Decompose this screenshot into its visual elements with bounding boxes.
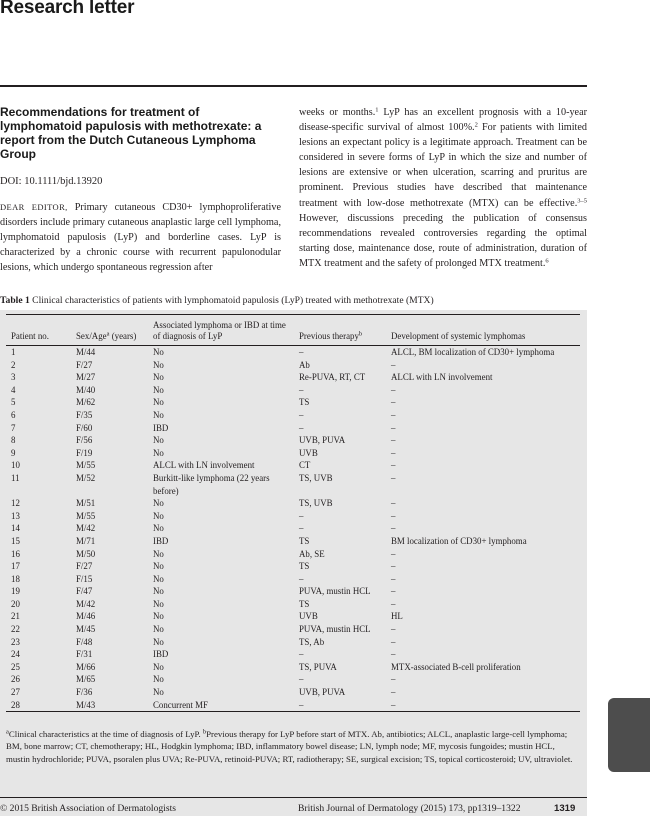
cell-sex-age: F/15: [76, 573, 93, 584]
cell-development: –: [391, 460, 396, 471]
table-body: [6, 346, 580, 711]
cell-sex-age: M/46: [76, 611, 96, 622]
cell-associated: No: [153, 661, 164, 672]
cell-patient-no: 19: [11, 586, 20, 597]
cell-development: –: [391, 384, 396, 395]
right-body-text-4: However, discussions preceding the publication of consensus recommendations revealed controversies regarding the optimal starting dose, maintenance dose, route of administration, duration of MTX treatment and the safety of prolonged MTX treatment.: [299, 212, 587, 269]
cell-sex-age: F/19: [76, 447, 93, 458]
table-row: [6, 472, 580, 497]
cell-sex-age: F/60: [76, 422, 93, 433]
cell-development: –: [391, 359, 396, 370]
cell-previous-therapy: TS, UVB: [299, 498, 333, 509]
cell-previous-therapy: TS: [299, 561, 310, 572]
reference-3: 3–5: [577, 197, 587, 205]
cell-development: –: [391, 397, 396, 408]
cell-previous-therapy: –: [299, 649, 304, 660]
article-doi: DOI: 10.1111/bjd.13920: [0, 176, 103, 187]
cell-associated: No: [153, 611, 164, 622]
right-body-paragraph: [299, 105, 587, 271]
cell-sex-age: F/35: [76, 409, 93, 420]
cell-previous-therapy: UVB, PUVA: [299, 687, 346, 698]
cell-sex-age: M/65: [76, 674, 96, 685]
cell-development: –: [391, 636, 396, 647]
table-row: [6, 447, 580, 460]
cell-patient-no: 22: [11, 624, 20, 635]
cell-development: –: [391, 435, 396, 446]
cell-sex-age: M/62: [76, 397, 96, 408]
cell-previous-therapy: –: [299, 573, 304, 584]
cell-sex-age: M/42: [76, 523, 96, 534]
table-row: [6, 434, 580, 447]
cell-previous-therapy: –: [299, 699, 304, 710]
header-sex-age-sup: a: [106, 330, 110, 338]
cell-development: –: [391, 498, 396, 509]
cell-patient-no: 13: [11, 510, 20, 521]
table-row: [6, 371, 580, 384]
cell-associated: No: [153, 598, 164, 609]
cell-patient-no: 10: [11, 460, 20, 471]
header-previous-label: Previous therapy: [299, 331, 359, 341]
cell-previous-therapy: PUVA, mustin HCL: [299, 624, 371, 635]
cell-sex-age: M/45: [76, 624, 96, 635]
table-row: [6, 673, 580, 686]
cell-previous-therapy: –: [299, 384, 304, 395]
table-row: [6, 497, 580, 510]
cell-sex-age: M/27: [76, 372, 96, 383]
cell-patient-no: 14: [11, 523, 20, 534]
cell-patient-no: 25: [11, 661, 20, 672]
cell-development: ALCL, BM localization of CD30+ lymphoma: [391, 347, 555, 357]
cell-development: –: [391, 674, 396, 685]
header-sex-age-label: Sex/Age: [76, 331, 107, 341]
cell-patient-no: 18: [11, 573, 20, 584]
section-tab-marker: [608, 698, 650, 772]
reference-4: 6: [545, 257, 549, 265]
table-row: [6, 522, 580, 535]
cell-development: –: [391, 561, 396, 572]
header-rule: [0, 85, 587, 87]
table-row: [6, 573, 580, 586]
footer-journal: British Journal of Dermatology (2015) 173, pp1319–1322: [298, 803, 521, 814]
left-body-paragraph: [0, 200, 281, 275]
table-row: [6, 510, 580, 523]
cell-previous-therapy: TS, Ab: [299, 636, 325, 647]
header-sex-age: [76, 331, 136, 342]
cell-previous-therapy: TS: [299, 598, 310, 609]
cell-sex-age: F/36: [76, 687, 93, 698]
table-row: [6, 699, 580, 712]
table-row: [6, 359, 580, 372]
cell-patient-no: 20: [11, 598, 20, 609]
table-caption-label: Table 1: [0, 295, 30, 306]
table-row: [6, 648, 580, 661]
cell-development: ALCL with LN involvement: [391, 372, 493, 383]
cell-patient-no: 5: [11, 397, 16, 408]
cell-previous-therapy: Ab: [299, 359, 310, 370]
cell-patient-no: 15: [11, 535, 20, 546]
right-body-text-2: LyP has an excellent prognosis with a 10-year disease-specific survival of almost 100%.: [299, 107, 587, 134]
table-row: [6, 636, 580, 649]
cell-associated: IBD: [153, 422, 169, 433]
cell-associated: No: [153, 359, 164, 370]
footer-rule: [0, 797, 587, 798]
cell-previous-therapy: TS, PUVA: [299, 661, 337, 672]
table-caption-text: Clinical characteristics of patients with lymphomatoid papulosis (LyP) treated with methotrexate (MTX): [29, 295, 434, 306]
cell-previous-therapy: PUVA, mustin HCL: [299, 586, 371, 597]
cell-associated: IBD: [153, 649, 169, 660]
cell-patient-no: 4: [11, 384, 16, 395]
table-row: [6, 409, 580, 422]
cell-patient-no: 12: [11, 498, 20, 509]
cell-patient-no: 21: [11, 611, 20, 622]
cell-development: –: [391, 472, 396, 483]
cell-sex-age: M/55: [76, 460, 96, 471]
header-development: Development of systemic lymphomas: [391, 331, 526, 341]
cell-associated: No: [153, 548, 164, 559]
right-body-text-3: For patients with limited lesions an expectant policy is a legitimate approach. Treatment can be considered in severe forms of LyP in which the size and number of lesions are extensive or when ulceration, scarring and pruritus are prominent. Previous studies have described that maintenance treatment with low-dose methotrexate (MTX) can be effective.: [299, 122, 587, 209]
cell-associated: No: [153, 435, 164, 446]
table-row: [6, 548, 580, 561]
header-patient-no: Patient no.: [11, 331, 49, 341]
page-number: 1319: [554, 803, 576, 814]
cell-development: HL: [391, 611, 403, 622]
cell-development: –: [391, 523, 396, 534]
cell-sex-age: M/52: [76, 472, 96, 483]
cell-associated: No: [153, 674, 164, 685]
left-body-text: Primary cutaneous CD30+ lymphoproliferative disorders include primary cutaneous anaplastic large cell lymphoma, lymphomatoid papulosis (LyP) and borderline cases. LyP is characterized by a chronic course with recurrent papulonodular lesions, which undergo spontaneous regression after: [0, 202, 281, 274]
cell-development: –: [391, 687, 396, 698]
footnote-a-text: Clinical characteristics at the time of diagnosis of LyP.: [8, 729, 203, 739]
cell-sex-age: F/48: [76, 636, 93, 647]
reference-1: 1: [375, 106, 379, 114]
cell-associated: No: [153, 372, 164, 383]
table-row: [6, 346, 580, 359]
cell-associated: No: [153, 636, 164, 647]
cell-associated: No: [153, 409, 164, 420]
cell-patient-no: 6: [11, 409, 16, 420]
cell-previous-therapy: TS: [299, 535, 310, 546]
cell-development: –: [391, 699, 396, 710]
cell-sex-age: M/42: [76, 598, 96, 609]
cell-associated: No: [153, 384, 164, 395]
cell-associated: Burkitt-like lymphoma (22 years before): [153, 472, 270, 496]
footnote-b-marker: b: [202, 728, 207, 736]
cell-sex-age: F/27: [76, 359, 93, 370]
cell-patient-no: 26: [11, 674, 20, 685]
cell-associated: No: [153, 510, 164, 521]
table-row: [6, 384, 580, 397]
table-row: [6, 610, 580, 623]
cell-patient-no: 16: [11, 548, 20, 559]
cell-sex-age: M/51: [76, 498, 96, 509]
cell-associated: No: [153, 624, 164, 635]
cell-previous-therapy: UVB: [299, 611, 318, 622]
cell-previous-therapy: TS, UVB: [299, 472, 333, 483]
cell-previous-therapy: Re-PUVA, RT, CT: [299, 372, 366, 383]
cell-development: –: [391, 649, 396, 660]
cell-associated: No: [153, 573, 164, 584]
cell-sex-age: M/40: [76, 384, 96, 395]
cell-associated: No: [153, 397, 164, 408]
cell-associated: ALCL with LN involvement: [153, 460, 255, 471]
footer-copyright: © 2015 British Association of Dermatologists: [0, 803, 176, 814]
cell-previous-therapy: –: [299, 409, 304, 420]
cell-patient-no: 24: [11, 649, 20, 660]
table-caption: [0, 295, 587, 307]
cell-sex-age: F/31: [76, 649, 93, 660]
cell-sex-age: M/43: [76, 699, 96, 710]
cell-previous-therapy: –: [299, 422, 304, 433]
cell-patient-no: 23: [11, 636, 20, 647]
table-container: [0, 310, 587, 816]
cell-development: –: [391, 586, 396, 597]
table-row: [6, 661, 580, 674]
cell-associated: No: [153, 523, 164, 534]
cell-patient-no: 17: [11, 561, 20, 572]
table-bottom-rule: [6, 711, 580, 712]
cell-development: –: [391, 447, 396, 458]
cell-associated: Concurrent MF: [153, 699, 208, 710]
cell-previous-therapy: TS: [299, 397, 310, 408]
cell-development: –: [391, 624, 396, 635]
cell-development: MTX-associated B-cell proliferation: [391, 661, 521, 672]
cell-development: –: [391, 510, 396, 521]
cell-patient-no: 9: [11, 447, 16, 458]
salutation: DEAR EDITOR,: [0, 202, 68, 212]
header-previous-sup: b: [358, 330, 363, 338]
cell-development: BM localization of CD30+ lymphoma: [391, 535, 527, 546]
table-row: [6, 459, 580, 472]
footnote-b-text: Previous therapy for LyP before start of MTX. Ab, antibiotics; ALCL, anaplastic large-cell lymphoma; BM, bone marrow; CT, chemotherapy; HL, Hodgkin lymphoma; IBD, inflammatory bowel disease; LN, lymph node; MF, mycosis fungoides; mustin HCL, mustin hydrochloride; PUVA, psoralen plus UVA; Re-PUVA, retinoid-PUVA; RT, radiotherapy; SE, surgical excision; TS, topical corticosteroid; UV, ultraviolet.: [6, 729, 573, 764]
cell-associated: No: [153, 561, 164, 572]
section-header: Research letter: [0, 0, 135, 18]
cell-associated: No: [153, 447, 164, 458]
header-previous-therapy: [299, 331, 362, 342]
cell-patient-no: 28: [11, 699, 20, 710]
cell-patient-no: 1: [11, 347, 16, 357]
cell-previous-therapy: –: [299, 674, 304, 685]
table-row: [6, 598, 580, 611]
cell-previous-therapy: CT: [299, 460, 311, 471]
cell-patient-no: 27: [11, 687, 20, 698]
table-footnote: [6, 728, 580, 765]
cell-development: –: [391, 548, 396, 559]
cell-sex-age: F/47: [76, 586, 93, 597]
cell-sex-age: M/66: [76, 661, 96, 672]
table-row: [6, 686, 580, 699]
cell-patient-no: 8: [11, 435, 16, 446]
cell-sex-age: M/44: [76, 347, 96, 357]
right-column: [299, 105, 587, 271]
cell-development: –: [391, 422, 396, 433]
cell-associated: IBD: [153, 535, 169, 546]
cell-associated: No: [153, 347, 164, 357]
cell-previous-therapy: UVB: [299, 447, 318, 458]
table-row: [6, 535, 580, 548]
header-associated: Associated lymphoma or IBD at time of diagnosis of LyP: [153, 320, 286, 341]
table-header-row: [6, 315, 580, 345]
cell-associated: No: [153, 498, 164, 509]
cell-previous-therapy: UVB, PUVA: [299, 435, 346, 446]
cell-previous-therapy: –: [299, 523, 304, 534]
cell-patient-no: 7: [11, 422, 16, 433]
cell-previous-therapy: –: [299, 347, 304, 357]
table-row: [6, 396, 580, 409]
table-row: [6, 422, 580, 435]
article-title: Recommendations for treatment of lymphomatoid papulosis with methotrexate: a report from the Dutch Cutaneous Lymphoma Group: [0, 105, 262, 161]
cell-sex-age: M/50: [76, 548, 96, 559]
cell-associated: No: [153, 586, 164, 597]
cell-associated: No: [153, 687, 164, 698]
header-sex-age-unit: (years): [109, 331, 137, 341]
reference-2: 2: [474, 121, 478, 129]
cell-previous-therapy: –: [299, 510, 304, 521]
cell-development: –: [391, 573, 396, 584]
table-row: [6, 585, 580, 598]
table-row: [6, 560, 580, 573]
table-row: [6, 623, 580, 636]
right-body-text-1: weeks or months.: [299, 107, 376, 118]
cell-sex-age: F/27: [76, 561, 93, 572]
cell-patient-no: 3: [11, 372, 16, 383]
cell-patient-no: 2: [11, 359, 16, 370]
cell-patient-no: 11: [11, 472, 20, 483]
footnote-a-marker: a: [6, 728, 9, 736]
cell-sex-age: M/55: [76, 510, 96, 521]
cell-sex-age: M/71: [76, 535, 96, 546]
table: [6, 314, 580, 712]
cell-previous-therapy: Ab, SE: [299, 548, 325, 559]
cell-development: –: [391, 409, 396, 420]
cell-sex-age: F/56: [76, 435, 93, 446]
left-column: [0, 105, 281, 275]
cell-development: –: [391, 598, 396, 609]
